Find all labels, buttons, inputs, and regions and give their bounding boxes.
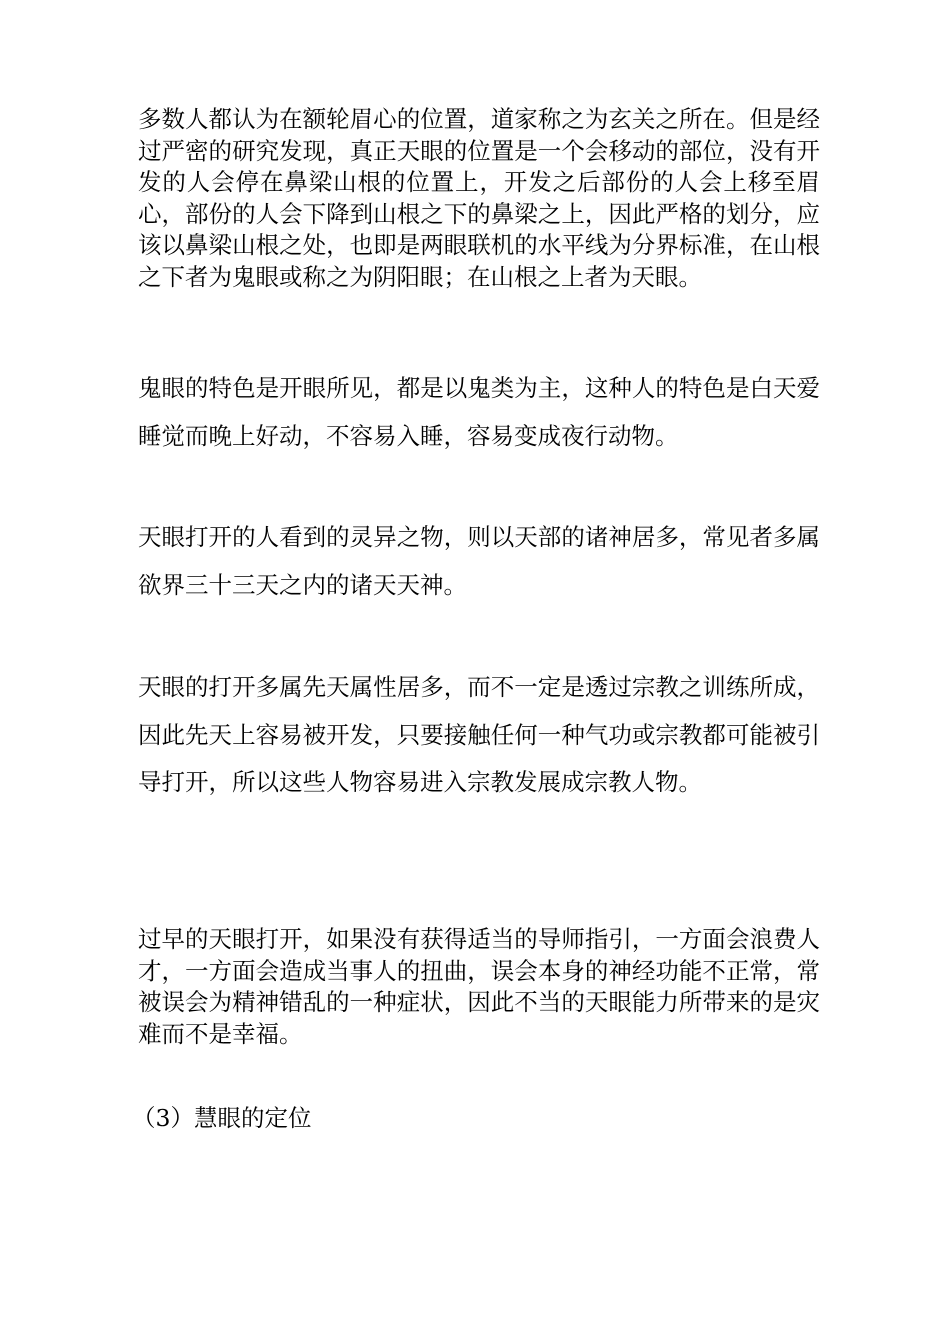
paragraph-guiyan-traits: 鬼眼的特色是开眼所见，都是以鬼类为主，这种人的特色是白天爱睡觉而晚上好动，不容易入睡，容易变成夜行动物。	[138, 374, 820, 450]
paragraph-tianyan-opening: 天眼的打开多属先天属性居多，而不一定是透过宗教之训练所成，因此先天上容易被开发，只要接触任何一种气功或宗教都可能被引导打开，所以这些人物容易进入宗教发展成宗教人物。	[138, 673, 820, 797]
paragraph-early-opening: 过早的天眼打开，如果没有获得适当的导师指引，一方面会浪费人才，一方面会造成当事人的扭曲，误会本身的神经功能不正常，常被误会为精神错乱的一种症状，因此不当的天眼能力所带来的是灾难而不是幸福。	[138, 925, 820, 1048]
paragraph-tianyan-visions: 天眼打开的人看到的灵异之物，则以天部的诸神居多，常见者多属欲界三十三天之内的诸天天神。	[138, 523, 820, 599]
section-heading: （3）慧眼的定位	[132, 1104, 312, 1132]
paragraph-tianyan-position: 多数人都认为在额轮眉心的位置，道家称之为玄关之所在。但是经过严密的研究发现，真正天眼的位置是一个会移动的部位，没有开发的人会停在鼻梁山根的位置上，开发之后部份的人会上移至眉心，部份的人会下降到山根之下的鼻梁之上，因此严格的划分，应该以鼻梁山根之处，也即是两眼联机的水平线为分界标准，在山根之下者为鬼眼或称之为阴阳眼；在山根之上者为天眼。	[138, 105, 820, 291]
